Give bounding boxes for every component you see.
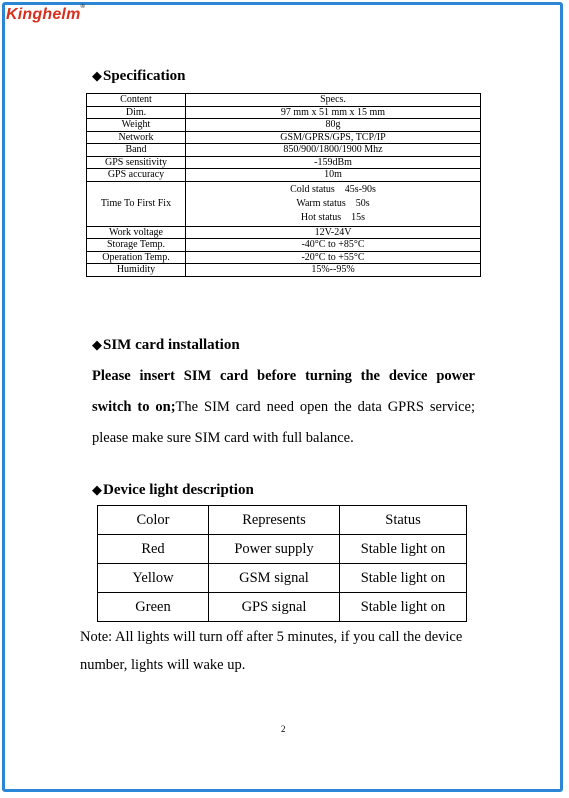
lights-title: Device light description: [103, 482, 254, 498]
table-cell: GPS signal: [209, 593, 340, 622]
table-cell: Status: [340, 506, 467, 535]
table-row: [87, 156, 481, 169]
table-cell: Represents: [209, 506, 340, 535]
table-cell: -20°C to +55°C: [186, 251, 481, 264]
table-row: [98, 593, 467, 622]
spec-heading: [92, 68, 186, 85]
sim-heading: [92, 337, 240, 354]
sim-title: SIM card installation: [103, 337, 240, 353]
lights-heading: [92, 482, 254, 499]
table-cell: Time To First Fix: [87, 181, 186, 226]
table-cell: 850/900/1800/1900 Mhz: [186, 144, 481, 157]
table-cell: GSM/GPRS/GPS, TCP/IP: [186, 131, 481, 144]
table-cell: Band: [87, 144, 186, 157]
table-cell: 15%--95%: [186, 264, 481, 277]
diamond-bullet-icon: ◆: [92, 68, 102, 83]
spec-title: Specification: [103, 68, 186, 84]
table-row: [87, 239, 481, 252]
table-cell: Network: [87, 131, 186, 144]
table-cell: Color: [98, 506, 209, 535]
table-row: [87, 106, 481, 119]
table-cell: 10m: [186, 169, 481, 182]
table-row: [87, 94, 481, 107]
sim-paragraph: [92, 361, 475, 454]
table-cell: Specs.: [186, 94, 481, 107]
page-number: 2: [281, 724, 286, 734]
sim-bold-text: Please insert SIM card before turning the device power switch to on;: [92, 368, 475, 415]
table-cell: Dim.: [87, 106, 186, 119]
table-row: [98, 535, 467, 564]
ttff-line: Warm status 50s: [296, 197, 370, 209]
table-cell: Stable light on: [340, 535, 467, 564]
ttff-line: Cold status 45s-90s: [290, 183, 376, 195]
table-cell: -40°C to +85°C: [186, 239, 481, 252]
table-cell: Operation Temp.: [87, 251, 186, 264]
table-cell: -159dBm: [186, 156, 481, 169]
table-row: [87, 131, 481, 144]
table-row: [98, 506, 467, 535]
table-cell: GPS accuracy: [87, 169, 186, 182]
table-cell: Stable light on: [340, 593, 467, 622]
table-cell: 80g: [186, 119, 481, 132]
lights-note: Note: All lights will turn off after 5 minutes, if you call the device number, lights will wake up.: [80, 629, 463, 673]
table-cell: GPS sensitivity: [87, 156, 186, 169]
table-cell: Humidity: [87, 264, 186, 277]
table-cell: [186, 181, 481, 226]
table-cell: Green: [98, 593, 209, 622]
table-cell: 12V-24V: [186, 226, 481, 239]
lights-table: [97, 505, 467, 622]
brand-logo: [6, 6, 85, 24]
registered-mark: ®: [80, 4, 86, 10]
ttff-line: Hot status 15s: [300, 211, 366, 223]
table-cell: Power supply: [209, 535, 340, 564]
table-cell: GSM signal: [209, 564, 340, 593]
sim-text: The SIM card need open the data GPRS service; please make sure SIM card with full balance.: [92, 399, 475, 446]
table-cell: Stable light on: [340, 564, 467, 593]
table-row: [87, 169, 481, 182]
table-cell: Content: [87, 94, 186, 107]
table-cell: Red: [98, 535, 209, 564]
table-cell: Work voltage: [87, 226, 186, 239]
table-row: [87, 251, 481, 264]
table-row: [87, 119, 481, 132]
table-cell: Yellow: [98, 564, 209, 593]
diamond-bullet-icon: ◆: [92, 482, 102, 497]
table-row: [87, 181, 481, 226]
table-cell: Storage Temp.: [87, 239, 186, 252]
spec-table: [86, 93, 481, 277]
table-cell: 97 mm x 51 mm x 15 mm: [186, 106, 481, 119]
table-cell: Weight: [87, 119, 186, 132]
table-row: [87, 226, 481, 239]
table-row: [98, 564, 467, 593]
brand-name: Kinghelm: [6, 6, 81, 23]
table-row: [87, 264, 481, 277]
table-row: [87, 144, 481, 157]
diamond-bullet-icon: ◆: [92, 337, 102, 352]
